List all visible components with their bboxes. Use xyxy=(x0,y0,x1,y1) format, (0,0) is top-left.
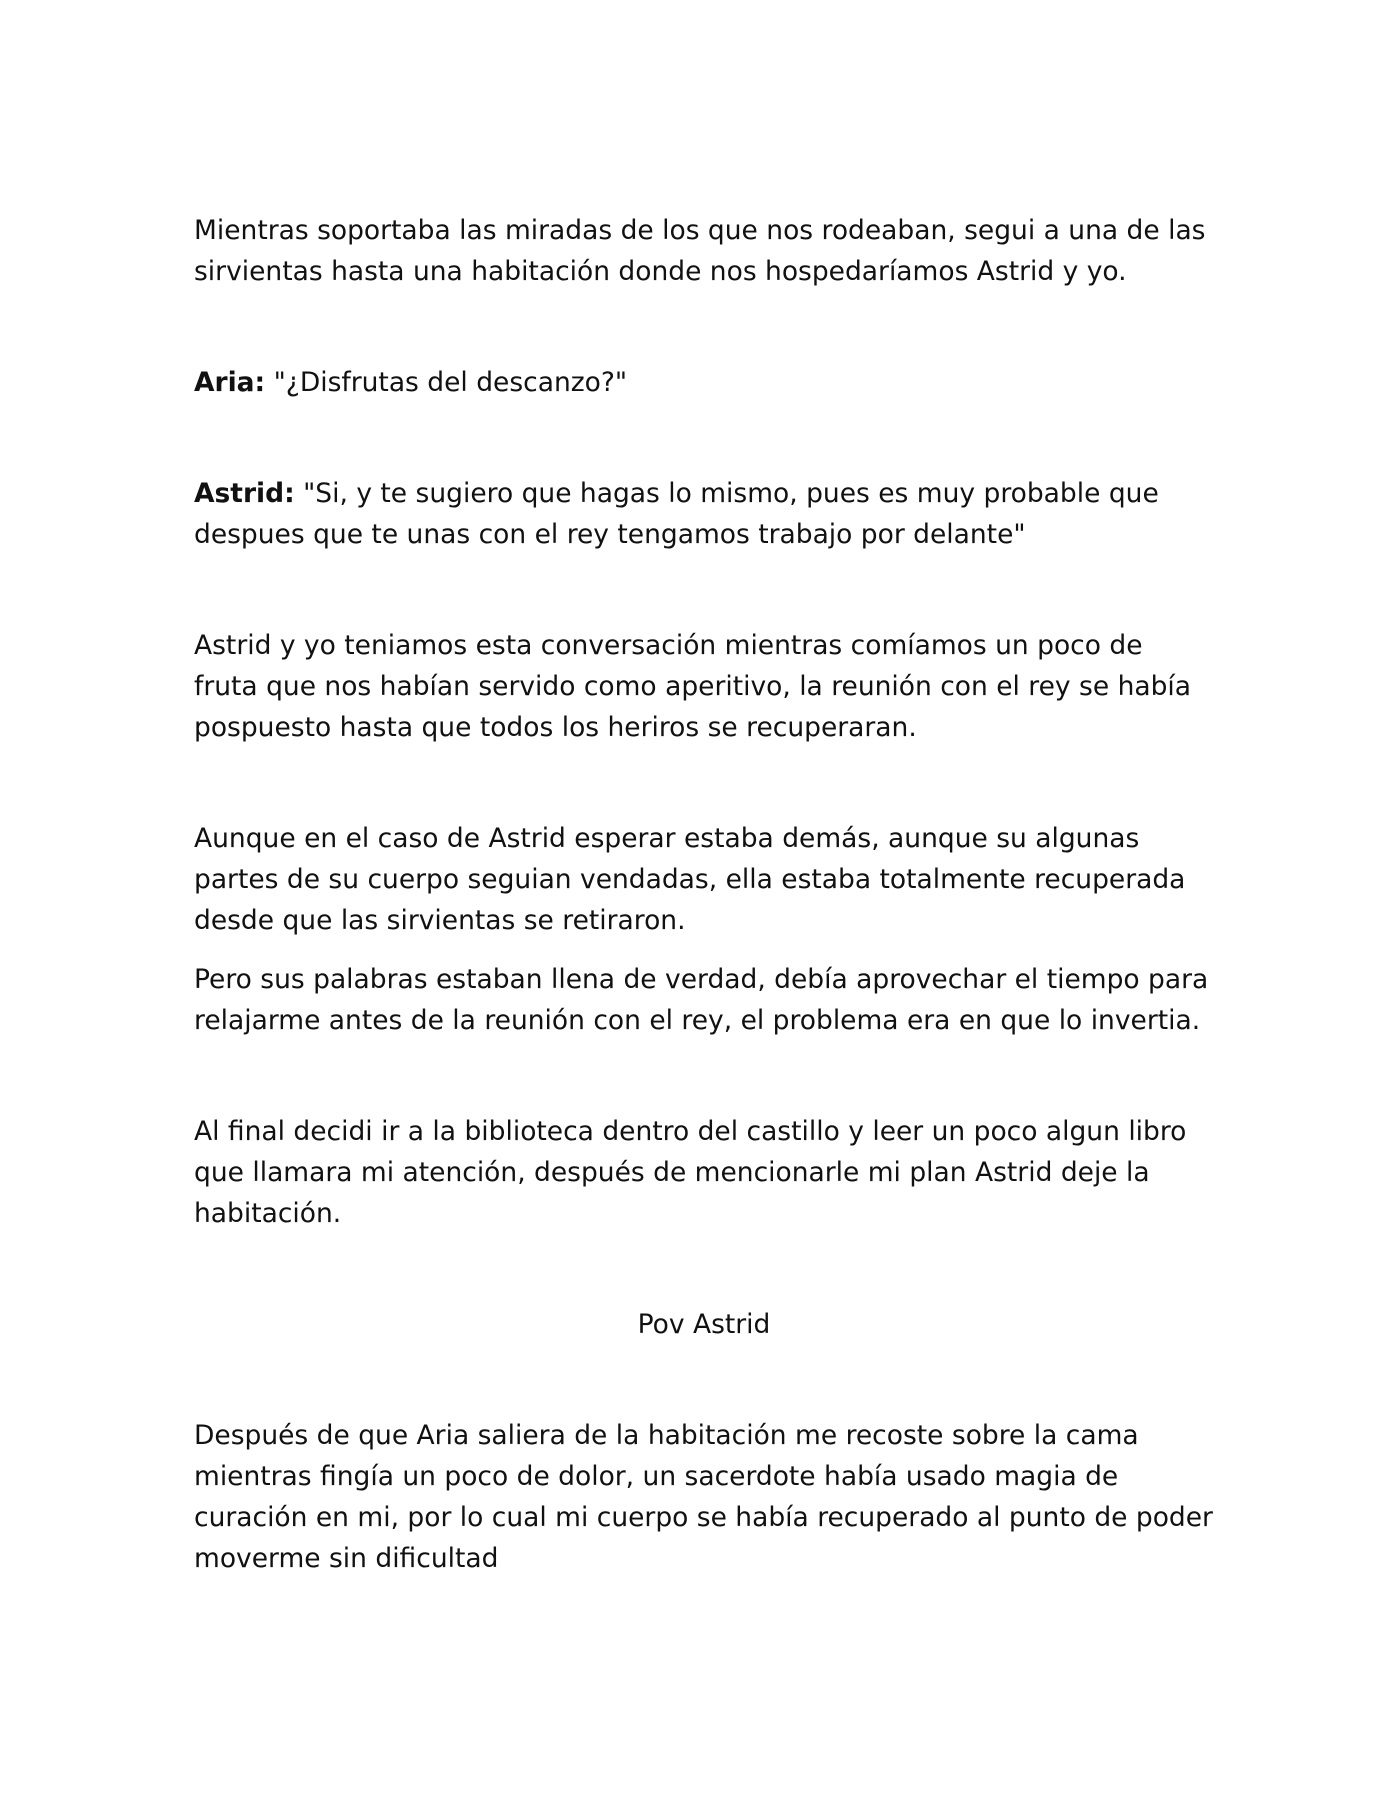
speaker-label-aria: Aria: xyxy=(194,367,266,398)
dialogue-aria xyxy=(194,362,1214,403)
paragraph-4: Astrid y yo teniamos esta conversación mientras comíamos un poco de fruta que nos habían servido como aperitivo, la reunión con el rey se había pospuesto hasta que todos los heriros se recuperaran. xyxy=(194,630,1192,743)
dialogue-text-astrid: "Si, y te sugiero que hagas lo mismo, pues es muy probable que despues que te unas con el rey tengamos trabajo por delante" xyxy=(194,478,1159,550)
section-heading: Pov Astrid xyxy=(637,1309,771,1340)
paragraph-5: Aunque en el caso de Astrid esperar estaba demás, aunque su algunas partes de su cuerpo seguian vendadas, ella estaba totalmente recuperada desde que las sirvientas se retiraron. xyxy=(194,823,1186,936)
paragraph-8: Después de que Aria saliera de la habitación me recoste sobre la cama mientras fingía un poco de dolor, un sacerdote había usado magia de curación en mi, por lo cual mi cuerpo se había recuperado al punto de poder moverme sin dificultad xyxy=(194,1420,1213,1574)
paragraph-6: Pero sus palabras estaban llena de verdad, debía aprovechar el tiempo para relajarme antes de la reunión con el rey, el problema era en que lo invertia. xyxy=(194,964,1209,1036)
dialogue-text-aria: "¿Disfrutas del descanzo?" xyxy=(265,367,628,398)
text-column xyxy=(194,210,1214,1579)
paragraph-1: Mientras soportaba las miradas de los que nos rodeaban, segui a una de las sirvientas hasta una habitación donde nos hospedaríamos Astrid y yo. xyxy=(194,215,1206,287)
dialogue-astrid xyxy=(194,473,1214,555)
paragraph-7: Al final decidi ir a la biblioteca dentro del castillo y leer un poco algun libro que llamara mi atención, después de mencionarle mi plan Astrid deje la habitación. xyxy=(194,1116,1187,1229)
speaker-label-astrid: Astrid: xyxy=(194,478,295,509)
